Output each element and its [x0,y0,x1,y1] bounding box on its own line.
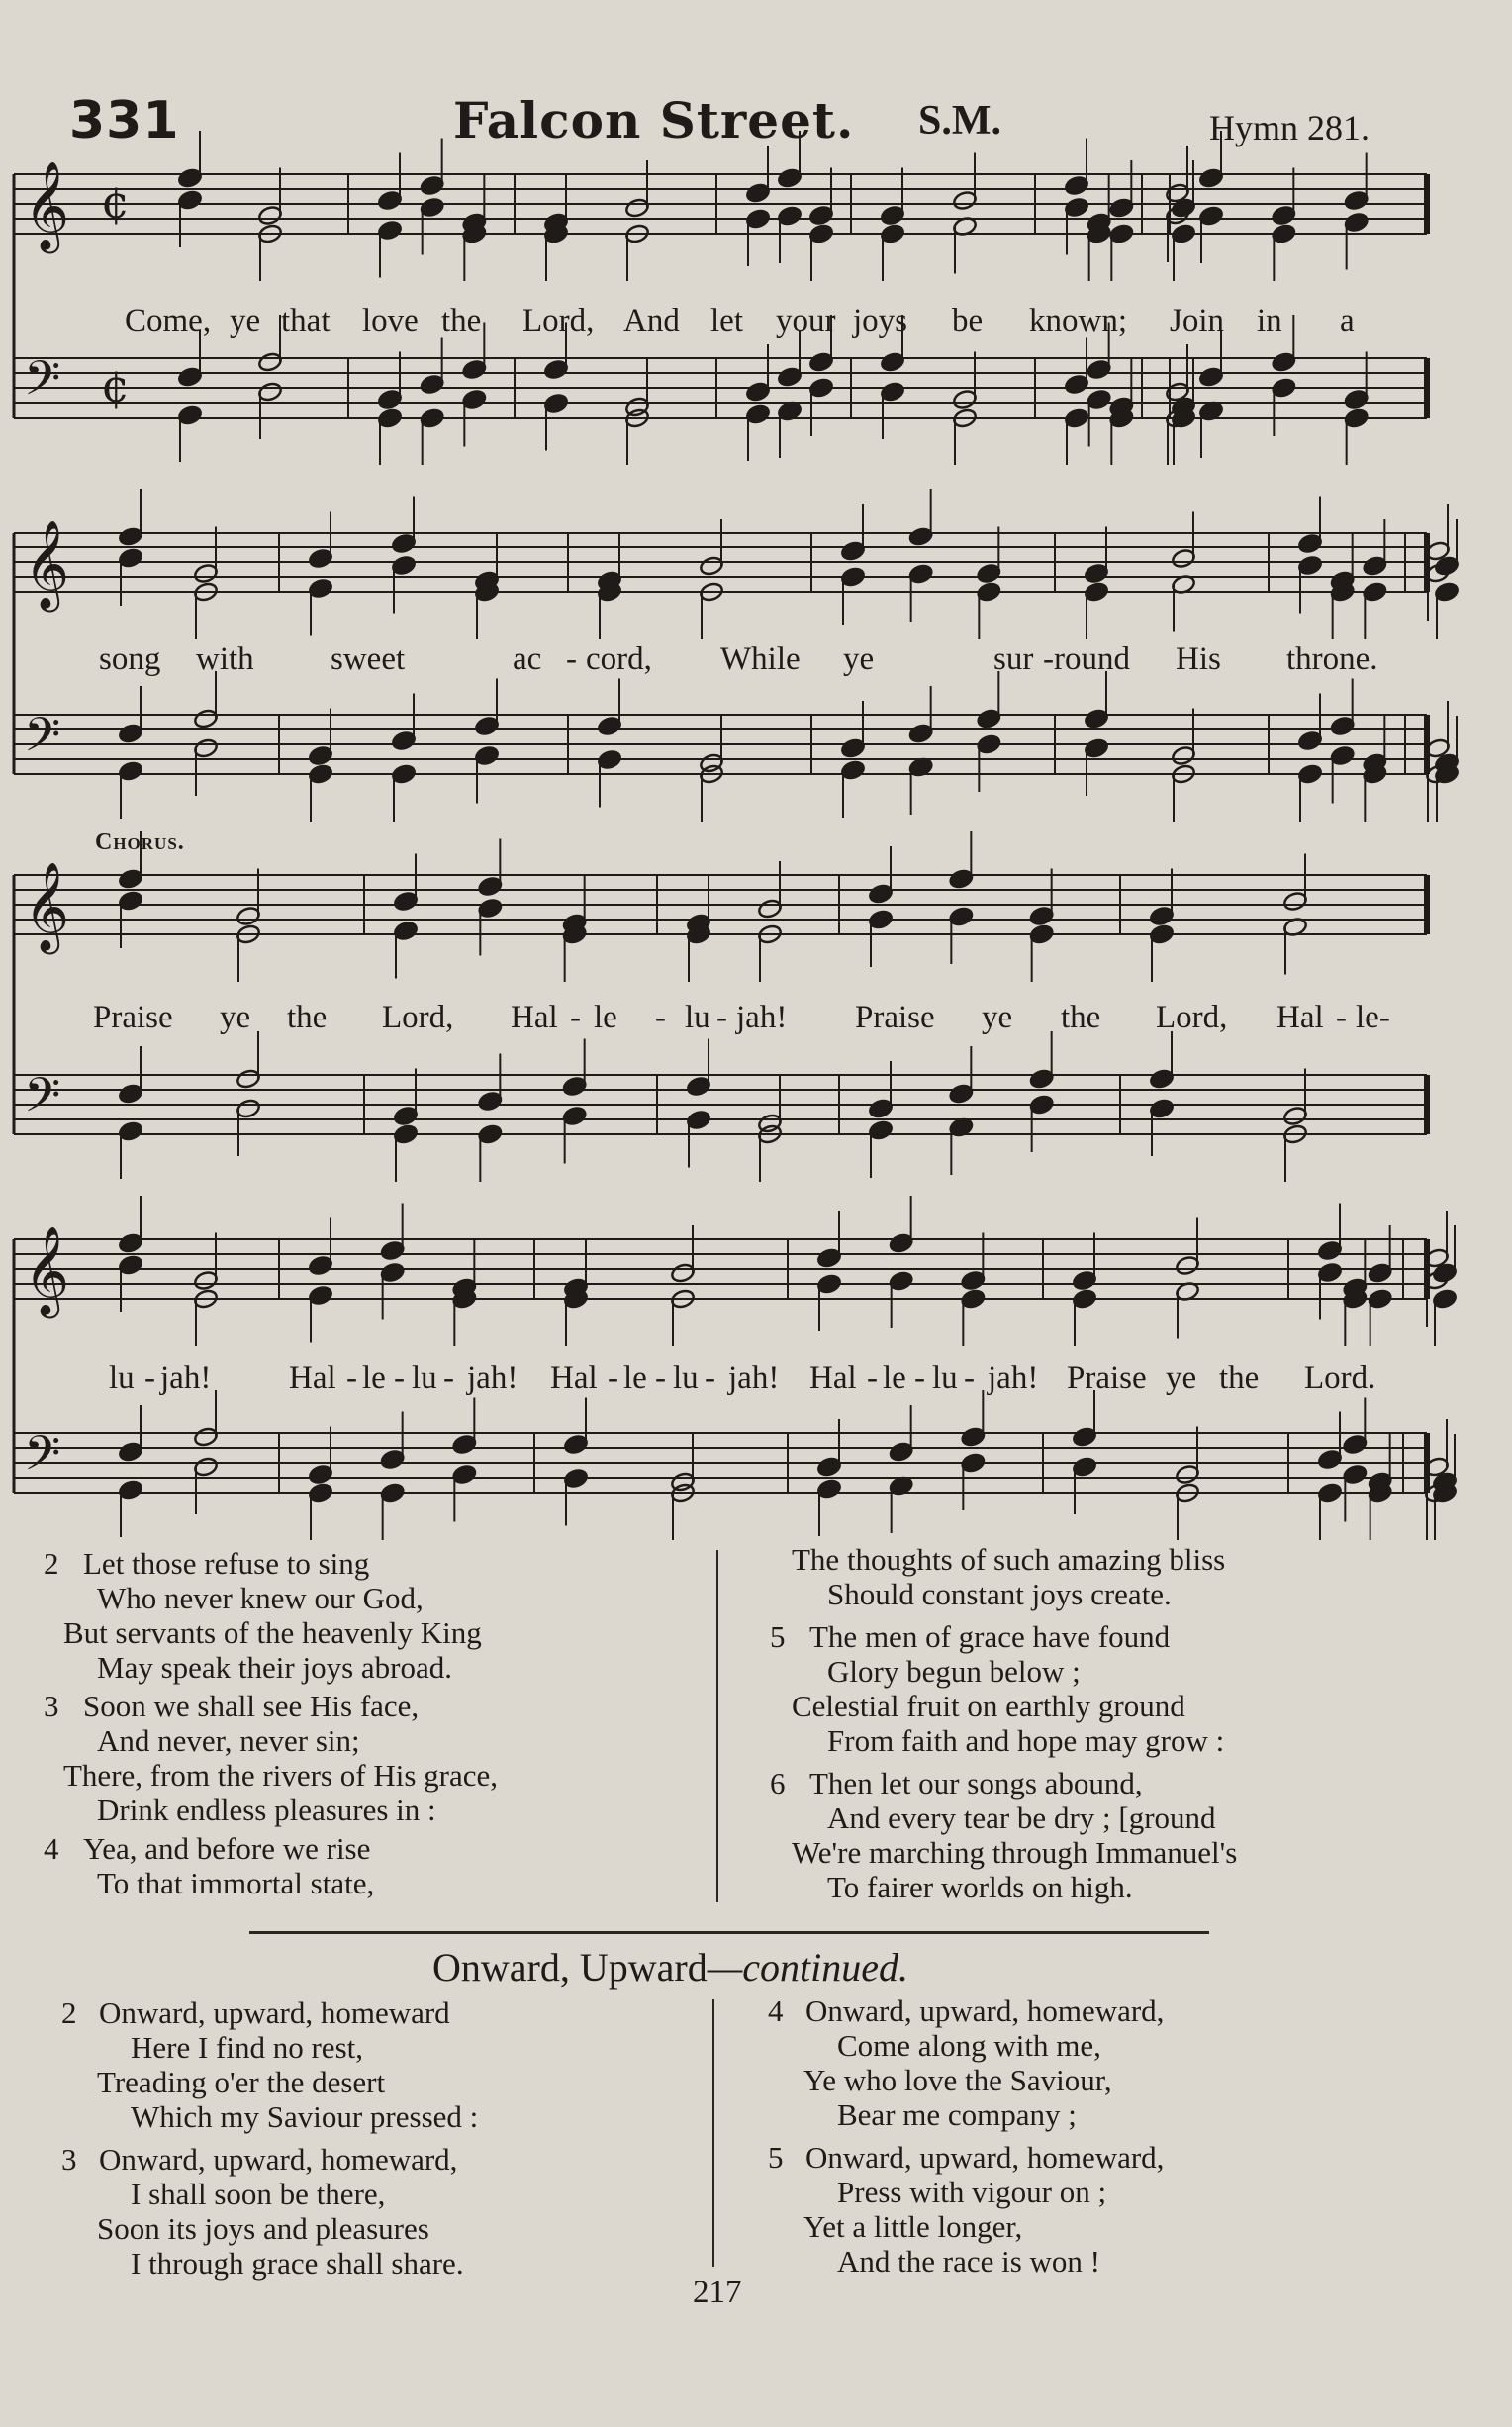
lyric-word: ye [843,641,875,677]
lyric-word: Hal [550,1360,598,1396]
lyric-word: ye [1166,1360,1197,1396]
verse-number: 5 [770,1619,786,1654]
lyric-word: song [99,641,161,677]
lyric-word: Lord, [382,1000,454,1035]
lyric-word: Come, [125,303,212,339]
verse-line: To fairer worlds on high. [827,1870,1133,1904]
lyric-word: jah! [160,1360,212,1396]
lyric-word: le [362,1360,386,1396]
verse [768,2140,1164,2279]
verse-line: Celestial fruit on earthly ground [792,1689,1185,1723]
lyric-word: His [1176,641,1221,677]
verse-number: 3 [61,2142,77,2177]
verse-line: Bear me company ; [837,2097,1077,2132]
lyric-word: that [281,303,331,339]
lyric-word: let [710,303,743,339]
lyric-word: Hal [289,1360,336,1396]
onward-left-column [61,1995,478,2281]
verse-line: Let those refuse to sing [83,1546,370,1581]
lyric-word: ye [230,303,261,339]
bass-clef-icon: 𝄢 [24,350,61,418]
lyric-word: ac [513,641,542,677]
lyric-word: with [196,641,254,677]
verse-line: I shall soon be there, [131,2177,386,2211]
hymn-meter: S.M. [918,98,1001,144]
lyric-word: Lord, [522,303,595,339]
verse [770,1619,1237,1758]
hymn-number: 331 [69,91,180,150]
verse-number: 2 [61,1995,77,2030]
lyric-word: the [441,303,482,339]
lyric-word: lu [109,1360,135,1396]
verse-number: 4 [44,1831,59,1866]
lyric-word: sur [993,641,1034,677]
verse-line: From faith and hope may grow : [827,1723,1225,1758]
lyric-word: in [1257,303,1282,339]
lyric-word: - [1336,1000,1347,1035]
verse-line: Treading o'er the desert [97,2065,386,2099]
verse-line: But servants of the heavenly King [63,1615,482,1650]
verse [44,1689,498,1827]
verse [44,1546,498,1685]
lyric-word: And [623,303,680,339]
section-title [432,1944,908,1990]
lyric-word: the [1061,1000,1101,1035]
lyric-word: - [655,1360,666,1396]
verse-number: 3 [44,1689,59,1723]
verse-line: Ye who love the Saviour, [803,2063,1112,2097]
lyric-word: joys [853,303,908,339]
lyric-word: the [287,1000,328,1035]
section-title-text: Onward, Upward [432,1945,708,1990]
verse-line: Then let our songs abound, [809,1766,1143,1800]
verse-number: 6 [770,1766,786,1800]
lyric-word: known; [1029,303,1127,339]
lyric-word: jah! [728,1360,780,1396]
lyric-word: ye [220,1000,251,1035]
bass-clef-icon: 𝄢 [24,707,61,774]
lyric-word: throne. [1286,641,1378,677]
verse-line: And never, never sin; [97,1723,360,1758]
bass-clef-icon: 𝄢 [24,1067,61,1134]
verse-line: May speak their joys abroad. [97,1650,452,1685]
lyric-word: Hal [1276,1000,1324,1035]
lyric-word: - [705,1360,715,1396]
lyric-word: Lord. [1304,1360,1376,1396]
lyric-word: le [594,1000,617,1035]
lyric-word: le- [1356,1000,1390,1035]
verse-line: Onward, upward, homeward, [805,1993,1165,2028]
verse [61,2142,478,2281]
lyric-word: - [144,1360,155,1396]
treble-clef-icon: 𝄞 [24,520,70,609]
verse-line: Soon we shall see His face, [83,1689,420,1723]
verse-line: There, from the rivers of His grace, [63,1758,498,1793]
verse-line: Who never knew our God, [97,1581,424,1615]
lyric-word: le [883,1360,906,1396]
verse-line: To that immortal state, [97,1866,375,1900]
column-divider [712,1999,714,2267]
lyric-word: - [716,1000,727,1035]
verse-line: Glory begun below ; [827,1654,1081,1689]
verse-line: Press with vigour on ; [837,2175,1107,2209]
time-signature-icon: ¢ [101,175,131,229]
verse [770,1542,1237,1611]
lyric-word: - [394,1360,405,1396]
lyric-word: While [720,641,801,677]
verses-right-column [770,1542,1237,1904]
hymn-reference: Hymn 281. [1209,108,1370,147]
verse-line: Come along with me, [837,2028,1101,2063]
verse-line: Yea, and before we rise [83,1831,371,1866]
verse-line: And the race is won ! [837,2244,1100,2279]
lyric-word: le [623,1360,647,1396]
verse [770,1766,1237,1904]
time-signature-icon: ¢ [101,359,131,413]
lyric-word: jah! [736,1000,788,1035]
verse-line: Onward, upward, homeward [99,1995,450,2030]
lyric-word: Hal [809,1360,857,1396]
lyric-word: the [1219,1360,1260,1396]
verse-number: 2 [44,1546,59,1581]
lyric-word: be [952,303,984,339]
verse-line: Here I find no rest, [131,2030,363,2065]
lyric-word: - [570,1000,581,1035]
verse [61,1995,478,2134]
verse-line: Should constant joys create. [827,1577,1172,1611]
lyric-word: jah! [988,1360,1039,1396]
section-rule [249,1931,1209,1934]
onward-right-column [768,1993,1164,2279]
lyric-word: - [608,1360,618,1396]
verse-line: Which my Saviour pressed : [131,2099,479,2134]
lyric-word: - [566,641,577,677]
verse-line: Soon its joys and pleasures [97,2211,429,2246]
lyric-word: -round [1043,641,1130,677]
verse-line: I through grace shall share. [131,2246,464,2281]
lyric-word: jah! [467,1360,519,1396]
verse-line: Drink endless pleasures in : [97,1793,436,1827]
lyric-word: sweet [331,641,406,677]
lyric-word: Praise [93,1000,173,1035]
verse [768,1993,1164,2132]
lyric-word: - [964,1360,975,1396]
verse [44,1831,498,1900]
verse-line: Yet a little longer, [803,2209,1023,2244]
verse-line: Onward, upward, homeward, [99,2142,458,2177]
lyric-word: Praise [855,1000,935,1035]
hymn-tune-title: Falcon Street. [453,91,855,149]
lyric-word: - [867,1360,878,1396]
verse-line: We're marching through Immanuel's [792,1835,1238,1870]
lyric-word: love [362,303,419,339]
lyric-word: - [443,1360,454,1396]
lyric-word: lu [685,1000,710,1035]
treble-clef-icon: 𝄞 [24,1226,70,1315]
lyric-word: lu [673,1360,699,1396]
page-number: 217 [693,2275,742,2310]
verse-number: 5 [768,2140,784,2175]
lyric-word: - [346,1360,357,1396]
verse-line: The men of grace have found [809,1619,1171,1654]
section-continued: —continued. [707,1945,909,1990]
lyric-word: Praise [1067,1360,1147,1396]
column-divider [716,1550,718,1902]
lyric-word: ye [982,1000,1013,1035]
verse-line: The thoughts of such amazing bliss [792,1542,1226,1577]
lyric-word: cord, [586,641,652,677]
lyric-word: your [776,303,836,339]
lyric-word: Hal [511,1000,558,1035]
lyric-word: lu [412,1360,437,1396]
verse-number: 4 [768,1993,784,2028]
treble-clef-icon: 𝄞 [24,862,70,951]
lyric-word: Lord, [1156,1000,1228,1035]
lyric-word: Join [1170,303,1225,339]
verse-line: Onward, upward, homeward, [805,2140,1165,2175]
lyric-word: - [655,1000,666,1035]
lyric-word: - [914,1360,925,1396]
treble-clef-icon: 𝄞 [24,161,70,250]
verse-line: And every tear be dry ; [ground [827,1800,1216,1835]
verses-left-column [44,1546,498,1900]
chorus-label: Chorus. [95,829,185,855]
lyric-word: a [1340,303,1355,339]
bass-clef-icon: 𝄢 [24,1425,61,1493]
lyric-word: lu [932,1360,958,1396]
